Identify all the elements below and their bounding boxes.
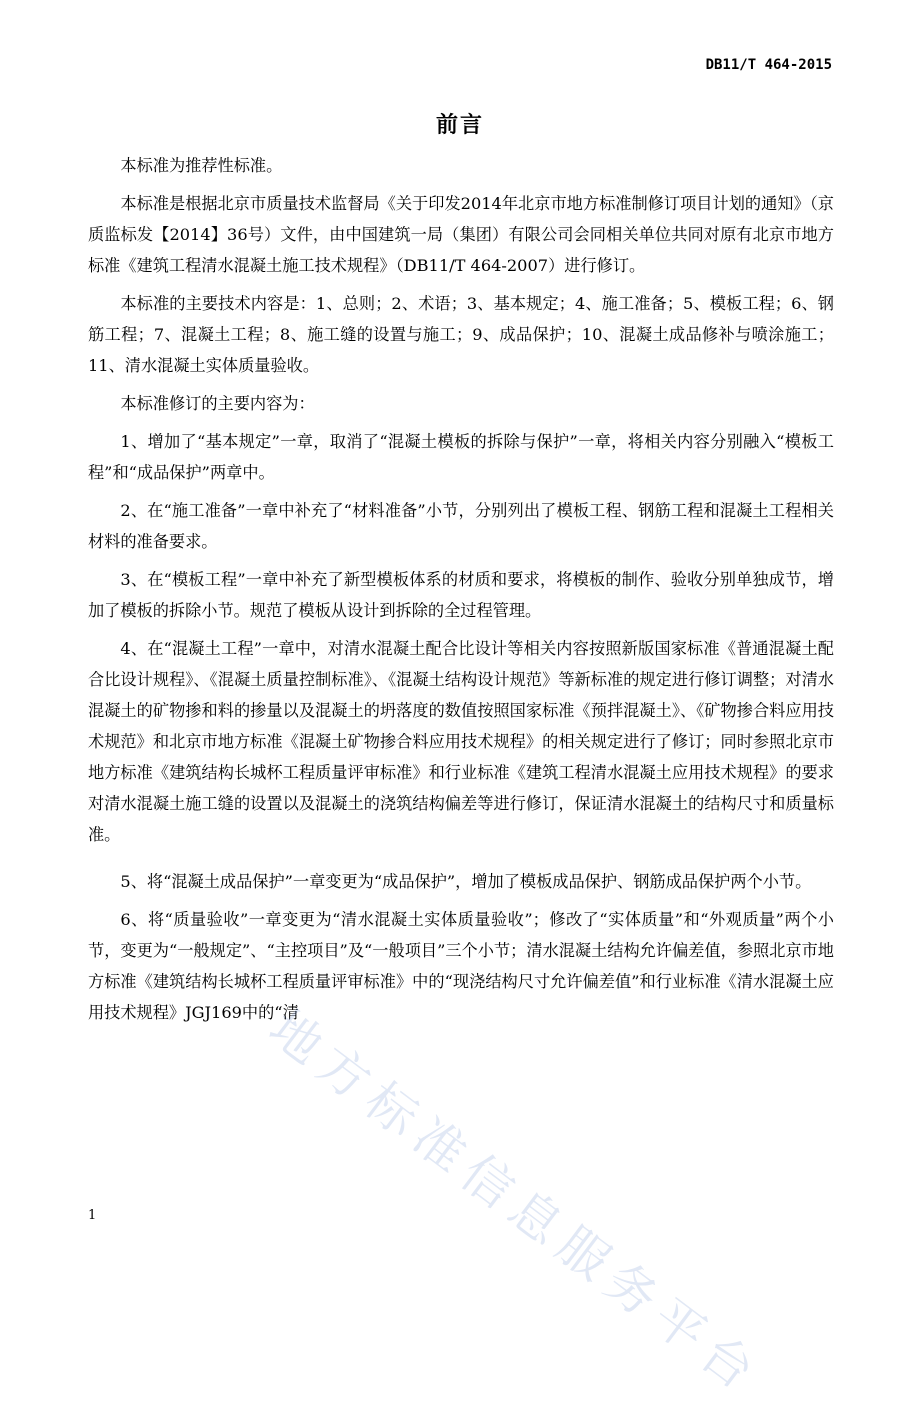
paragraph-5: 1、增加了“基本规定”一章，取消了“混凝土模板的拆除与保护”一章，将相关内容分别融入“模板工程”和“成品保护”两章中。 (88, 432, 834, 482)
paragraph-1: 本标准为推荐性标准。 (120, 156, 283, 175)
standard-code: DB11/T 464-2015 (705, 57, 832, 73)
page-number: 1 (88, 1208, 97, 1223)
header-rule (88, 83, 832, 84)
document-body (88, 150, 834, 1035)
paragraph-10: 6、将“质量验收”一章变更为“清水混凝土实体质量验收”；修改了“实体质量”和“外观质量”两个小节，变更为“一般规定”、“主控项目”及“一般项目”三个小节；清水混凝土结构允许偏差值，参照北京市地方标准《建筑结构长城杯工程质量评审标准》中的“现浇结构尺寸允许偏差值”和行业标准《清水混凝土应用技术规程》JGJ169中的“清 (88, 910, 834, 1022)
paragraph-9: 5、将“混凝土成品保护”一章变更为“成品保护”，增加了模板成品保护、钢筋成品保护两个小节。 (120, 872, 812, 891)
paragraph-3: 本标准的主要技术内容是：1、总则；2、术语；3、基本规定；4、施工准备；5、模板工程；6、钢筋工程；7、混凝土工程；8、施工缝的设置与施工；9、成品保护；10、混凝土成品修补与喷涂施工；11、清水混凝土实体质量验收。 (88, 294, 834, 375)
paragraph-8: 4、在“混凝土工程”一章中，对清水混凝土配合比设计等相关内容按照新版国家标准《普通混凝土配合比设计规程》、《混凝土质量控制标准》、《混凝土结构设计规范》等新标准的规定进行修订调整；对清水混凝土的矿物掺和料的掺量以及混凝土的坍落度的数值按照国家标准《预拌混凝土》、《矿物掺合料应用技术规范》和北京市地方标准《混凝土矿物掺合料应用技术规程》的相关规定进行了修订；同时参照北京市地方标准《建筑结构长城杯工程质量评审标准》和行业标准《建筑工程清水混凝土应用技术规程》的要求对清水混凝土施工缝的设置以及混凝土的浇筑结构偏差等进行修订，保证清水混凝土的结构尺寸和质量标准。 (88, 639, 834, 844)
paragraph-4: 本标准修订的主要内容为： (120, 394, 315, 413)
page-title: 前言 (435, 112, 484, 138)
paragraph-6: 2、在“施工准备”一章中补充了“材料准备”小节，分别列出了模板工程、钢筋工程和混凝土工程相关材料的准备要求。 (88, 501, 834, 551)
paragraph-2: 本标准是根据北京市质量技术监督局《关于印发2014年北京市地方标准制修订项目计划的通知》（京质监标发【2014】36号）文件，由中国建筑一局（集团）有限公司会同相关单位共同对原有北京市地方标准《建筑工程清水混凝土施工技术规程》（DB11/T 464-2007）进行修订。 (88, 194, 834, 275)
paragraph-7: 3、在“模板工程”一章中补充了新型模板体系的材质和要求，将模板的制作、验收分别单独成节，增加了模板的拆除小节。规范了模板从设计到拆除的全过程管理。 (88, 570, 834, 620)
watermark: 地方标准信息服务平台 (258, 998, 773, 1407)
